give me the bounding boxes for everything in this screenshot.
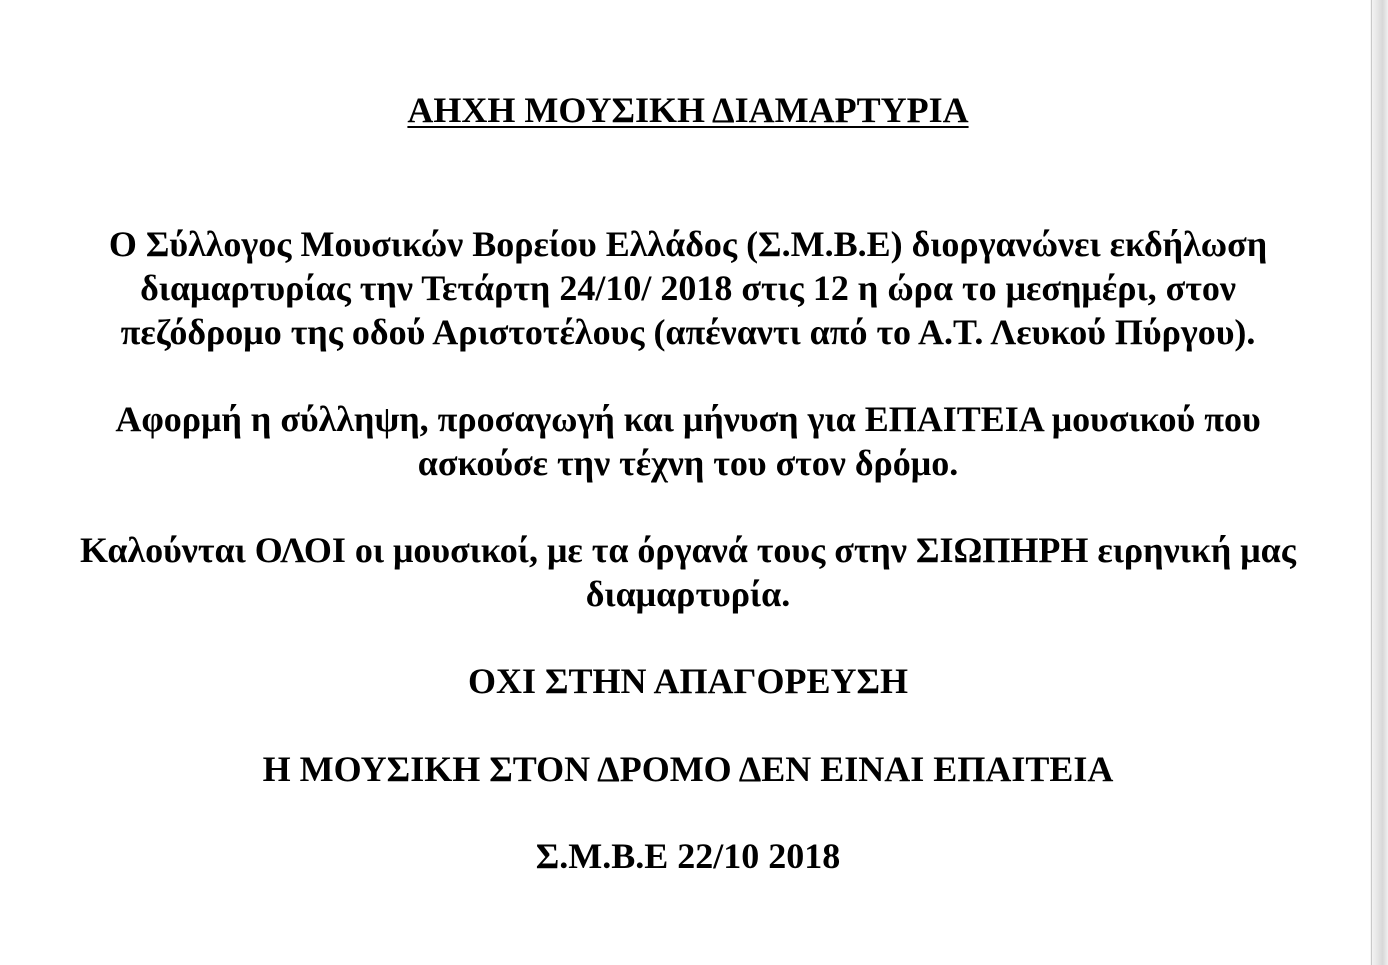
slogan-no-ban: ΟΧΙ ΣΤΗΝ ΑΠΑΓΟΡΕΥΣΗ xyxy=(467,661,908,701)
signature-date: Σ.Μ.Β.Ε 22/10 2018 xyxy=(535,836,841,876)
document-title: ΑΗΧΗ ΜΟΥΣΙΚΗ ΔΙΑΜΑΡΤΥΡΙΑ xyxy=(407,90,969,130)
paragraph3-line2: διαμαρτυρία. xyxy=(585,574,791,614)
paragraph1-line2: διαμαρτυρίας την Τετάρτη 24/10/ 2018 στις 12 η ώρα το μεσημέρι, στον xyxy=(140,268,1236,308)
paragraph2-line1: Αφορμή η σύλληψη, προσαγωγή και μήνυση για ΕΠΑΙΤΕΙΑ μουσικού που xyxy=(115,399,1261,439)
page-edge-line xyxy=(1371,0,1372,965)
paragraph1-line3: πεζόδρομο της οδού Αριστοτέλους (απέναντι από το Α.Τ. Λευκού Πύργου). xyxy=(120,312,1256,352)
slogan-music-not-begging: Η ΜΟΥΣΙΚΗ ΣΤΟΝ ΔΡΟΜΟ ΔΕΝ ΕΙΝΑΙ ΕΠΑΙΤΕΙΑ xyxy=(262,749,1114,789)
paragraph3-line1: Καλούνται ΟΛΟΙ οι μουσικοί, με τα όργανά τους στην ΣΙΩΠΗΡΗ ειρηνική μας xyxy=(80,530,1296,570)
paragraph1-line1: Ο Σύλλογος Μουσικών Βορείου Ελλάδος (Σ.Μ.Β.Ε) διοργανώνει εκδήλωση xyxy=(108,224,1268,264)
page-edge-shadow xyxy=(1370,0,1388,965)
paragraph2-line2: ασκούσε την τέχνη του στον δρόμο. xyxy=(417,443,959,483)
